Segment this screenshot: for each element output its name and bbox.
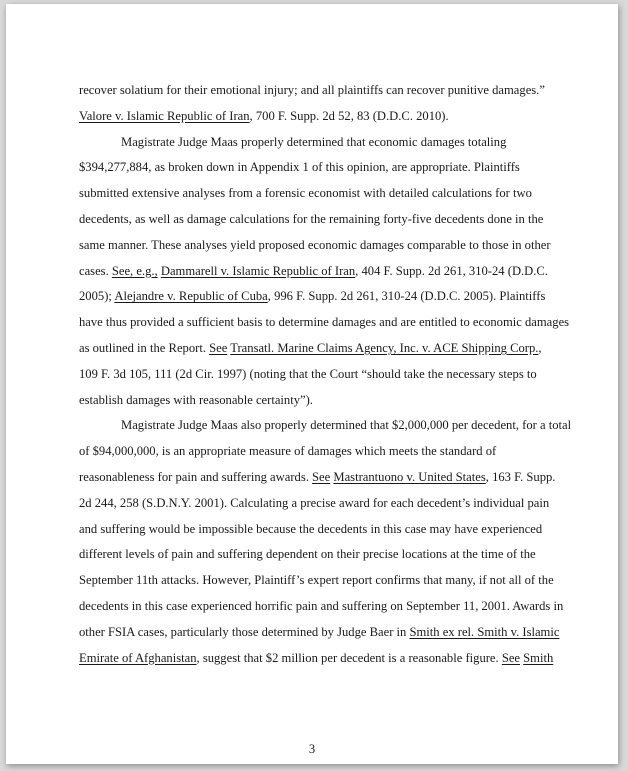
text-line (79, 207, 549, 233)
text-line (79, 78, 549, 104)
document-page (6, 4, 618, 764)
text-line (79, 465, 556, 491)
case-citation: See, e.g., (111, 263, 158, 278)
text-line (79, 517, 549, 543)
text-segment: Magistrate Judge Maas also properly determined that $2,000,000 per decedent, for a total (121, 418, 572, 433)
text-segment: recover solatium for their emotional injury; and all plaintiffs can recover punitive damages.” (79, 83, 545, 97)
text-segment: , 404 F. Supp. 2d 261, 310-24 (D.D.C. (355, 263, 548, 278)
case-citation: Transatl. Marine Claims Agency, Inc. v. ACE Shipping Corp. (230, 340, 539, 355)
text-segment: 2005); (79, 289, 115, 304)
text-segment: $394,277,884, as broken down in Appendix 1 of this opinion, are appropriate. Plaintiffs (79, 160, 520, 175)
case-citation: Mastrantuono v. United States (333, 469, 486, 484)
text-segment: as outlined in the Report. (79, 340, 210, 355)
text-segment: of $94,000,000, is an appropriate measure of damages which meets the standard of (79, 444, 497, 459)
page-number: 3 (308, 742, 316, 756)
case-citation: Emirate of Afghanistan (79, 650, 197, 665)
text-line (79, 646, 554, 672)
text-segment: other FSIA cases, particularly those determined by Judge Baer in (79, 624, 410, 639)
text-line (79, 155, 549, 181)
text-segment: , 996 F. Supp. 2d 261, 310-24 (D.D.C. 2005). Plaintiffs (267, 289, 546, 304)
text-line (79, 439, 549, 465)
text-segment: submitted extensive analyses from a forensic economist with detailed calculations for two (79, 186, 532, 201)
text-line (79, 594, 564, 620)
text-line (79, 310, 570, 336)
text-segment: cases. (79, 263, 112, 278)
text-segment: 109 F. 3d 105, 111 (2d Cir. 1997) (noting that the Court “should take the necessary steps to (79, 366, 537, 381)
text-line (79, 130, 549, 156)
text-segment: September 11th attacks. However, Plaintiff’s expert report confirms that many, if not all of the (79, 573, 554, 588)
case-citation: See (209, 340, 228, 355)
text-line (79, 233, 549, 259)
text-line (79, 388, 549, 414)
text-segment: decedents in this case experienced horrific pain and suffering on September 11, 2001. Awards in (79, 598, 564, 613)
text-segment: , suggest that $2 million per decedent is a reasonable figure. (196, 650, 502, 665)
text-segment: Magistrate Judge Maas properly determined that economic damages totaling (121, 134, 507, 149)
case-citation: Dammarell v. Islamic Republic of Iran (160, 263, 356, 278)
case-citation: Alejandre v. Republic of Cuba (114, 289, 268, 304)
text-line (79, 259, 549, 285)
text-segment: , 700 F. Supp. 2d 52, 83 (D.D.C. 2010). (249, 108, 449, 123)
text-segment: have thus provided a sufficient basis to determine damages and are entitled to economic damages (79, 315, 570, 330)
text-line (79, 181, 549, 207)
text-line (79, 491, 549, 517)
case-citation: Smith (523, 650, 554, 665)
case-citation: Smith ex rel. Smith v. Islamic (409, 624, 560, 639)
text-segment: reasonableness for pain and suffering awards. (79, 469, 313, 484)
text-line (79, 413, 572, 439)
case-citation: Valore v. Islamic Republic of Iran (79, 108, 250, 123)
text-line (79, 336, 549, 362)
opinion-body-text (79, 78, 572, 671)
text-line (79, 620, 560, 646)
text-segment: , 163 F. Supp. (485, 469, 556, 484)
text-segment: and suffering would be impossible because the decedents in this case may have experienced (79, 521, 543, 536)
text-line (79, 104, 549, 130)
text-line (79, 362, 549, 388)
text-segment: , (538, 340, 542, 355)
text-segment: decedents, as well as damage calculations for the remaining forty-five decedents done in the (79, 211, 544, 226)
text-segment: establish damages with reasonable certainty”). (79, 392, 313, 407)
paragraph-3 (79, 413, 572, 671)
case-citation: See (501, 650, 521, 665)
text-line (79, 568, 554, 594)
paragraph-1 (79, 78, 549, 130)
text-segment: same manner. These analyses yield proposed economic damages comparable to those in other (79, 237, 551, 252)
paragraph-2 (79, 130, 570, 414)
text-line (79, 542, 549, 568)
case-citation: See (312, 469, 331, 484)
text-segment: different levels of pain and suffering dependent on their precise locations at the time of the (79, 547, 536, 562)
text-line (79, 284, 549, 310)
text-segment: 2d 244, 258 (S.D.N.Y. 2001). Calculating a precise award for each decedent’s individual pain (79, 495, 550, 510)
